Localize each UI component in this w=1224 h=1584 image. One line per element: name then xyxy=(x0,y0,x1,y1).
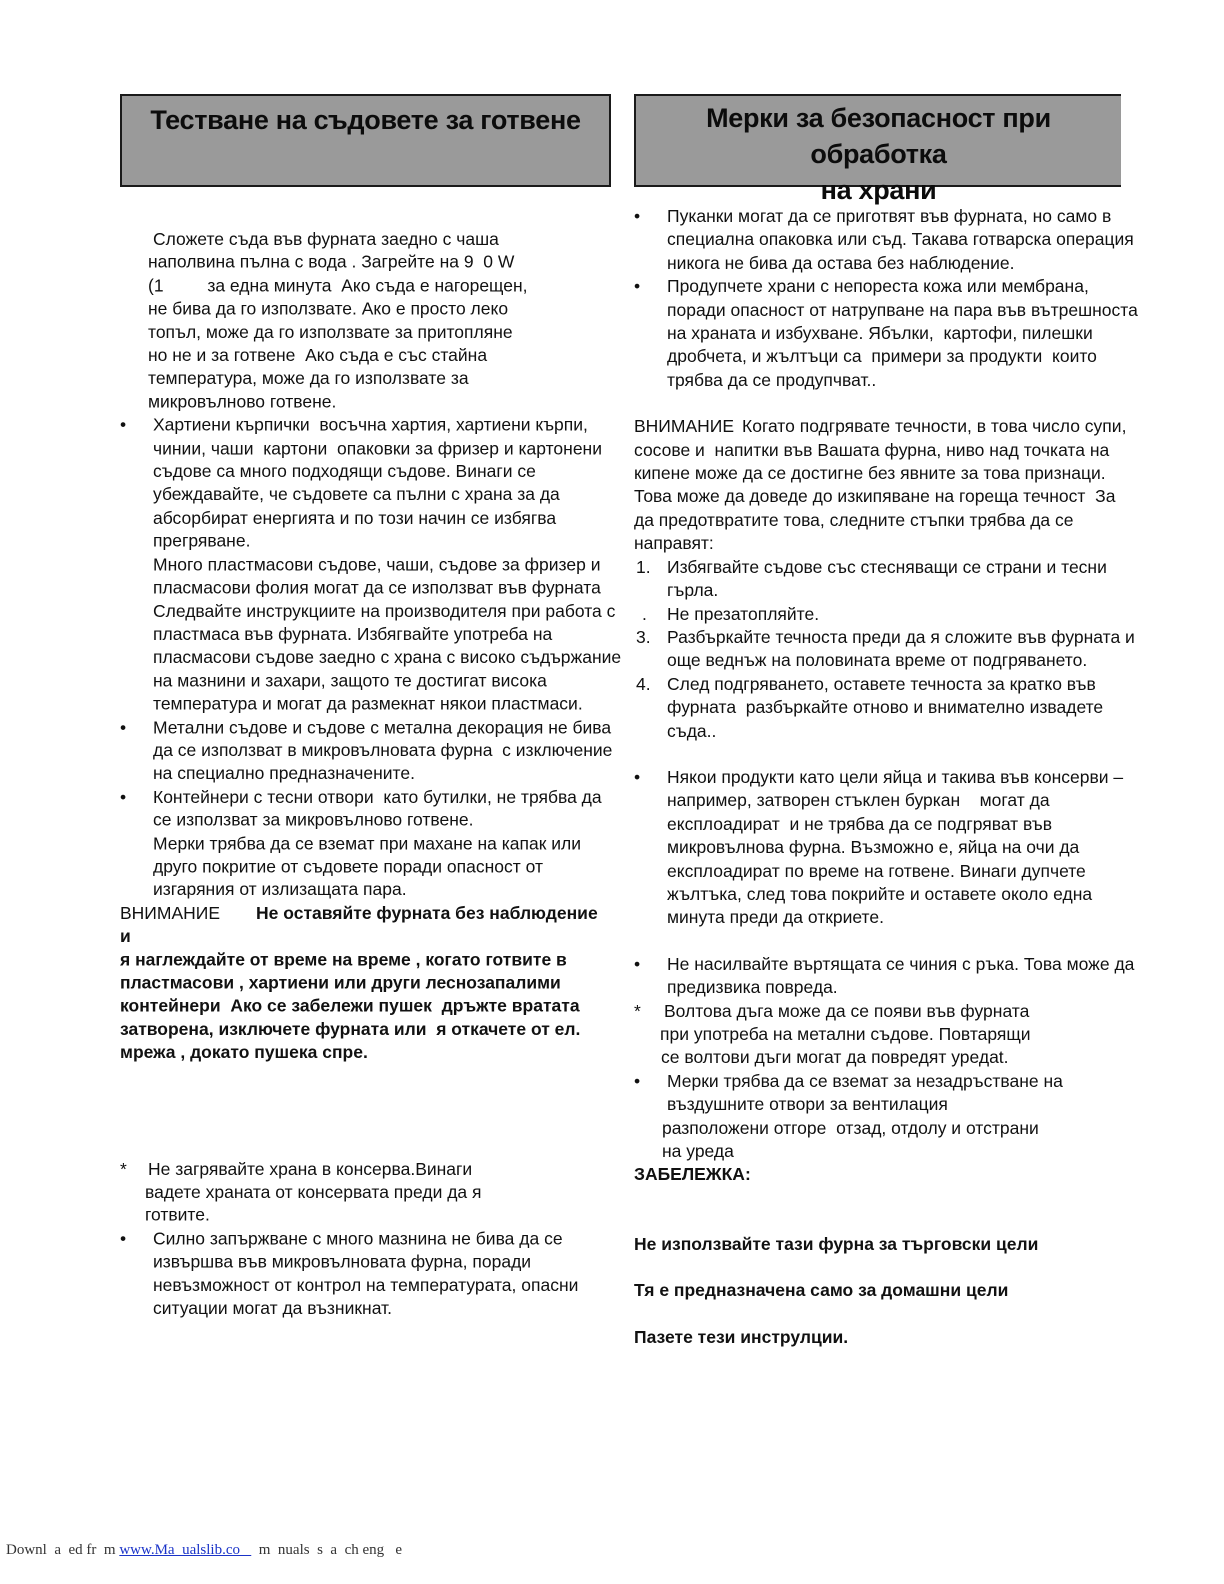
left-bullet-paper-text xyxy=(153,414,610,553)
left-warning-line: я наглеждайте от време на време , когато готвите в xyxy=(120,949,567,970)
right-warning-label: ВНИМАНИЕ xyxy=(634,416,735,437)
right-warning-first-line: Когато подгрявате течности, в това число супи, xyxy=(742,416,1127,437)
right-warning-rest xyxy=(634,439,1134,556)
text-line: Следвайте инструкциите на производителя при работа с xyxy=(153,600,616,621)
step-number: 1. xyxy=(636,556,651,577)
text-line: температура, може да го използвате за xyxy=(148,368,469,389)
text-line: Продупчете храни с непореста кожа или мембрана, xyxy=(667,276,1089,297)
note-commercial-use: Не използвайте тази фурна за търговски цели xyxy=(634,1233,1039,1254)
bullet-marker: • xyxy=(120,716,127,737)
step-line: гърла. xyxy=(667,580,719,601)
download-footer xyxy=(6,1542,402,1559)
left-warning-label: ВНИМАНИЕ xyxy=(120,902,221,923)
text-line: експлоадират по време на готвене. Винаги дупчете xyxy=(667,860,1086,881)
step-text xyxy=(667,626,1134,673)
step-number: . xyxy=(642,603,647,624)
text-line: съдове са много подходящи съдове. Винаги се xyxy=(153,461,536,482)
right-warning-line: кипене може да се достигне без явните за това признаци. xyxy=(634,463,1106,484)
right-warning-line: направят: xyxy=(634,533,714,554)
text-line: да се използват в микровълновата фурна с изключение xyxy=(153,740,613,761)
text-line: дробчета, и жълтъци са примери за продукти които xyxy=(667,346,1097,367)
bullet-marker: • xyxy=(634,953,641,974)
left-bullet-metal-text xyxy=(153,716,613,786)
left-bullet-containers-text xyxy=(153,786,610,832)
text-line: минута преди да откриете. xyxy=(667,907,884,928)
text-line: абсорбират енергията и по този начин се избягва xyxy=(153,507,557,528)
step-number: 4. xyxy=(636,673,651,694)
right-bullet-eggs-text xyxy=(667,766,1134,930)
left-star-canned-text xyxy=(145,1158,610,1228)
text-line: микровълнова фурна. Възможно е, яйца на очи да xyxy=(667,837,1080,858)
text-line: готвите. xyxy=(145,1205,210,1226)
text-line: Не загрявайте храна в консерва.Винаги xyxy=(148,1158,473,1179)
text-line: поради опасност от натрупване на пара във вътрешноста xyxy=(667,299,1138,320)
text-line: се използват за микровълново готвене. xyxy=(153,809,474,830)
text-line: пластмаса във фурната. Избягвайте употреба на xyxy=(153,624,553,644)
step-item xyxy=(634,626,1134,673)
intro-paragraph xyxy=(120,228,610,414)
text-line: трябва да се продупчват.. xyxy=(667,369,877,390)
text-line: специална опаковка или съд. Такава готварска операция xyxy=(667,229,1134,250)
text-line: наполвина пълна с вода . Загрейте на 9 0 W xyxy=(148,252,515,273)
text-line: Хартиени кърпички восъчна хартия, хартиени кърпи, xyxy=(153,414,588,435)
left-bullet-frying xyxy=(120,1228,610,1321)
vent-line: разположени отгоре отзад, отдолу и отстрани xyxy=(662,1117,1039,1138)
text-line: на храната и избухване. Ябълки, картофи, пилешки xyxy=(667,323,1093,344)
text-line: Не насилвайте въртящата се чиния с ръка. Това може да xyxy=(667,953,1135,974)
step-line: След подгряването, оставете течноста за кратко във xyxy=(667,673,1096,694)
text-line: Много пластмасови съдове, чаши, съдове за фризер и xyxy=(153,554,601,575)
vent-line: на уреда xyxy=(662,1141,734,1162)
left-warning-first-line: Не оставяйте фурната без наблюдение и xyxy=(120,902,598,946)
text-line: ситуации могат да възникнат. xyxy=(153,1298,392,1319)
bullet-marker: • xyxy=(120,414,127,435)
text-line: изгаряния от излизащата пара. xyxy=(153,879,407,900)
right-warning-line: да предотвратите това, следните стъпки трябва да се xyxy=(634,509,1074,530)
left-bullet-metal xyxy=(120,716,613,786)
text-line: пласмасови съдове заедно с храна с високо съдържание xyxy=(153,647,622,668)
note-keep-instructions: Пазете тези инструлции. xyxy=(634,1326,849,1347)
text-line: Някои продукти като цели яйца и такива във консерви – xyxy=(667,766,1124,787)
text-line: не бива да го използвате. Ако е просто леко xyxy=(148,298,509,319)
bullet-marker: • xyxy=(120,786,127,807)
left-warning-rest xyxy=(120,948,610,1064)
right-bullet-vents-text xyxy=(662,1070,1134,1164)
text-line: вадете храната от консервата преди да я xyxy=(145,1182,482,1202)
arcing-line: Волтова дъга може да се появи във фурната xyxy=(664,1000,1030,1021)
bullet-marker: • xyxy=(634,276,641,297)
left-warning-line: мрежа , докато пушека спре. xyxy=(120,1042,368,1063)
step-line: още веднъж на половината време от подгряването. xyxy=(667,650,1088,671)
left-column xyxy=(120,228,622,1320)
text-line: извършва във микровълновата фурна, поради xyxy=(153,1251,532,1272)
right-bullet-vents xyxy=(634,1070,1134,1164)
bullet-marker: • xyxy=(634,206,641,226)
text-line: например, затворен стъклен буркан могат да xyxy=(667,790,1050,811)
star-marker: * xyxy=(634,1000,641,1021)
text-line: прегряване. xyxy=(153,531,251,551)
left-star-canned xyxy=(120,1158,610,1228)
right-bullet-popcorn xyxy=(634,205,1134,275)
step-item xyxy=(634,673,1134,743)
left-bullet-frying-text xyxy=(153,1228,610,1321)
arcing-line: се волтови дъги могат да повредят уредat. xyxy=(661,1047,1009,1068)
right-bullet-popcorn-text xyxy=(667,205,1134,275)
star-marker: * xyxy=(120,1158,127,1179)
right-section-title-line1: Мерки за безопасност при обработка xyxy=(706,103,1051,169)
left-warning-line: контейнери Ако се забележи пушек дръжте вратата xyxy=(120,995,580,1016)
manualslib-link[interactable]: www.Ma ualslib.co xyxy=(119,1542,252,1558)
text-line: (1 за една минута Ако съда е нагорещен, xyxy=(148,275,528,296)
text-line: жълтъка, след това покрийте и оставете около една xyxy=(667,883,1093,904)
text-line: на мазнини и захари, защото те достигат висока xyxy=(153,670,547,691)
bullet-marker: • xyxy=(634,766,641,787)
step-text xyxy=(667,673,1134,743)
text-line: микровълново готвене. xyxy=(148,391,337,412)
bullet-marker: • xyxy=(120,1228,127,1249)
text-line: Мерки трябва да се вземат при махане на капак или xyxy=(153,833,582,853)
text-line: невъзможност от контрол на температурата, опасни xyxy=(153,1274,579,1295)
arcing-line: при употреба на метални съдове. Повтарящи xyxy=(660,1024,1031,1044)
bullet-marker: • xyxy=(634,1070,641,1091)
right-star-arcing-text xyxy=(660,1000,1134,1070)
right-bullet-eggs xyxy=(634,766,1134,930)
right-warning-line: сосове и напитки във Вашата фурна, ниво над точката на xyxy=(634,439,1110,460)
left-warning-line: затворена, изключете фурната или я откачете от ел. xyxy=(120,1019,581,1039)
text-line: пласмасови фолия могат да се използват във фурната xyxy=(153,577,601,598)
right-section-header xyxy=(634,94,1121,205)
vent-line: Мерки трябва да се вземат за незадръстване на xyxy=(667,1070,1063,1091)
step-line: съда.. xyxy=(667,720,717,741)
note-label: ЗАБЕЛЕЖКА: xyxy=(634,1164,751,1185)
step-line: Не презатопляйте. xyxy=(667,603,820,624)
step-line: Избягвайте съдове със стесняващи се страни и тесни xyxy=(667,556,1107,577)
text-line: Метални съдове и съдове с метална декорация не бива xyxy=(153,716,612,737)
footer-suffix: m nuals s a ch eng e xyxy=(251,1542,403,1558)
right-column xyxy=(634,205,1138,1349)
right-warning xyxy=(634,415,1134,555)
step-item xyxy=(634,603,1134,626)
vent-line: въздушните отвори за вентилация xyxy=(667,1094,948,1115)
left-warning-line: пластмасови , хартиени или други леснозапалими xyxy=(120,972,561,993)
right-warning-line: Това може да доведе до изкипяване на гореща течност За xyxy=(634,486,1116,507)
text-line: топъл, може да го използвате за притопляне xyxy=(148,321,513,342)
right-bullet-turntable-text xyxy=(667,953,1134,1000)
right-bullet-turntable xyxy=(634,953,1134,1000)
text-line: никога не бива да остава без наблюдение. xyxy=(667,252,1015,273)
text-line: Силно запържване с много мазнина не бива да се xyxy=(153,1228,563,1249)
text-line: експлоадират и не трябва да се подгряват във xyxy=(667,813,1052,834)
left-steam-paragraph xyxy=(120,832,610,902)
text-line: Контейнери с тесни отвори като бутилки, не трябва да xyxy=(153,786,602,807)
right-star-arcing xyxy=(634,1000,1134,1070)
right-steps-list xyxy=(634,556,1134,743)
text-line: температура и могат да размекнат някои пластмаси. xyxy=(153,693,583,714)
right-bullet-pierce xyxy=(634,275,1138,392)
step-line: фурната разбъркайте отново и внимателно извадете xyxy=(667,697,1104,718)
left-section-header xyxy=(120,94,611,187)
step-number: 3. xyxy=(636,626,651,647)
footer-prefix: Downl a ed fr m xyxy=(6,1542,120,1558)
left-plastic-paragraph xyxy=(120,553,622,716)
step-line: Разбъркайте течноста преди да я сложите във фурната и xyxy=(667,626,1135,647)
text-line: Сложете съда във фурната заедно с чаша xyxy=(153,228,499,249)
step-text xyxy=(667,603,1134,626)
text-line: друго покритие от съдовете поради опасност от xyxy=(153,856,543,877)
left-bullet-containers xyxy=(120,786,610,832)
step-item xyxy=(634,556,1134,603)
text-line: но не и за готвене Ако съда е със стайна xyxy=(148,345,488,366)
step-text xyxy=(667,556,1134,603)
right-section-title-line2: на храни xyxy=(820,175,937,205)
text-line: Пуканки могат да се приготвят във фурната, но само в xyxy=(667,206,1112,226)
right-bullet-pierce-text xyxy=(667,275,1138,392)
left-bullet-paper xyxy=(120,414,610,553)
text-line: чинии, чаши картони опаковки за фризер и картонени xyxy=(153,438,603,458)
text-line: на специално предназначените. xyxy=(153,763,415,784)
text-line: убеждавайте, че съдовете са пълни с храна за да xyxy=(153,484,560,505)
text-line: предизвика повреда. xyxy=(667,977,838,998)
note-household-use: Тя е предназначена само за домашни цели xyxy=(634,1280,1009,1301)
left-section-title: Тестване на съдовете за готвене xyxy=(150,105,581,135)
left-warning xyxy=(120,902,610,1065)
